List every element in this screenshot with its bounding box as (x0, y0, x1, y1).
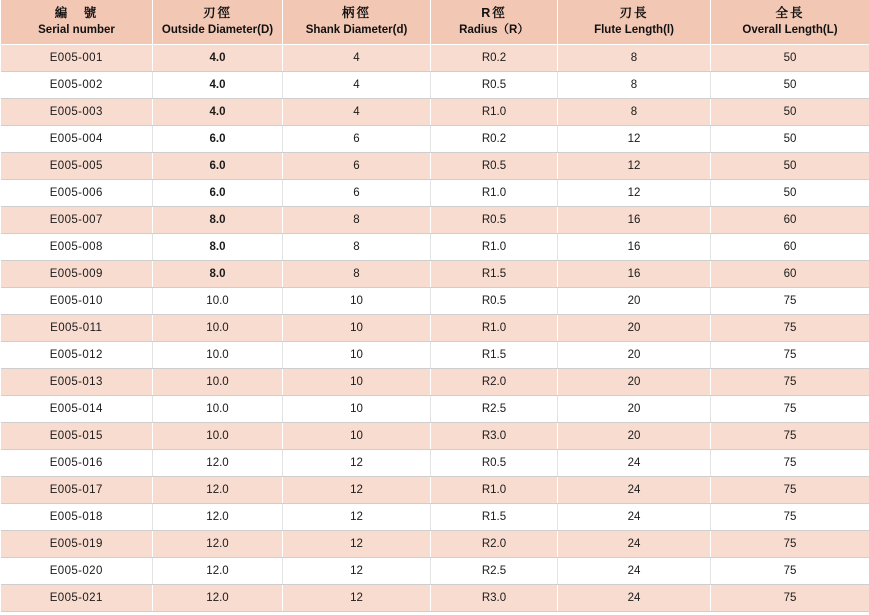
cell-serial-number: E005-007 (1, 207, 153, 234)
cell-serial-number: E005-011 (1, 315, 153, 342)
column-header-serial-number-en: Serial number (38, 23, 115, 36)
column-header-serial-number (1, 0, 153, 45)
cell-shank-diameter: 10 (283, 315, 431, 342)
cell-overall-length: 50 (711, 180, 869, 207)
cell-flute-length: 20 (558, 288, 711, 315)
column-header-shank-diameter-cn: 柄徑 (341, 6, 371, 20)
cell-radius: R1.0 (431, 234, 558, 261)
cell-outside-diameter: 6.0 (153, 180, 283, 207)
cell-overall-length: 75 (711, 585, 869, 612)
cell-overall-length: 75 (711, 315, 869, 342)
cell-flute-length: 24 (558, 504, 711, 531)
cell-flute-length: 20 (558, 369, 711, 396)
cell-outside-diameter: 12.0 (153, 450, 283, 477)
cell-serial-number: E005-002 (1, 72, 153, 99)
table-row (1, 531, 869, 558)
cell-overall-length: 60 (711, 234, 869, 261)
table-row (1, 261, 869, 288)
cell-outside-diameter: 12.0 (153, 504, 283, 531)
cell-flute-length: 24 (558, 585, 711, 612)
cell-radius: R2.5 (431, 558, 558, 585)
cell-serial-number: E005-017 (1, 477, 153, 504)
cell-shank-diameter: 6 (283, 180, 431, 207)
cell-overall-length: 50 (711, 72, 869, 99)
cell-flute-length: 20 (558, 423, 711, 450)
table-row (1, 153, 869, 180)
cell-serial-number: E005-014 (1, 396, 153, 423)
cell-serial-number: E005-013 (1, 369, 153, 396)
cell-radius: R2.0 (431, 531, 558, 558)
cell-overall-length: 75 (711, 477, 869, 504)
cell-radius: R2.5 (431, 396, 558, 423)
table-row (1, 585, 869, 612)
table-row (1, 342, 869, 369)
cell-flute-length: 12 (558, 180, 711, 207)
cell-shank-diameter: 10 (283, 423, 431, 450)
table-row (1, 180, 869, 207)
cell-radius: R3.0 (431, 423, 558, 450)
table-row (1, 450, 869, 477)
cell-outside-diameter: 10.0 (153, 369, 283, 396)
cell-flute-length: 24 (558, 558, 711, 585)
cell-flute-length: 12 (558, 153, 711, 180)
cell-outside-diameter: 12.0 (153, 585, 283, 612)
cell-overall-length: 75 (711, 558, 869, 585)
cell-outside-diameter: 8.0 (153, 234, 283, 261)
cell-radius: R0.5 (431, 207, 558, 234)
cell-outside-diameter: 10.0 (153, 342, 283, 369)
table-body (1, 45, 869, 612)
cell-radius: R2.0 (431, 369, 558, 396)
cell-serial-number: E005-019 (1, 531, 153, 558)
cell-serial-number: E005-003 (1, 99, 153, 126)
cell-flute-length: 16 (558, 234, 711, 261)
cell-serial-number: E005-010 (1, 288, 153, 315)
cell-radius: R1.0 (431, 99, 558, 126)
cell-serial-number: E005-012 (1, 342, 153, 369)
cell-radius: R0.5 (431, 153, 558, 180)
cell-flute-length: 16 (558, 207, 711, 234)
cell-serial-number: E005-015 (1, 423, 153, 450)
cell-shank-diameter: 6 (283, 153, 431, 180)
cell-radius: R0.2 (431, 45, 558, 72)
cell-flute-length: 24 (558, 531, 711, 558)
cell-outside-diameter: 4.0 (153, 45, 283, 72)
cell-serial-number: E005-009 (1, 261, 153, 288)
table-header-row (1, 0, 869, 45)
table-header (1, 0, 869, 45)
cell-overall-length: 50 (711, 153, 869, 180)
cell-outside-diameter: 6.0 (153, 153, 283, 180)
cell-flute-length: 8 (558, 99, 711, 126)
cell-outside-diameter: 10.0 (153, 288, 283, 315)
cell-shank-diameter: 10 (283, 396, 431, 423)
cell-serial-number: E005-004 (1, 126, 153, 153)
cell-outside-diameter: 12.0 (153, 477, 283, 504)
table-row (1, 234, 869, 261)
column-header-radius-en: Radius（R） (459, 23, 529, 36)
cell-overall-length: 75 (711, 342, 869, 369)
cell-shank-diameter: 8 (283, 234, 431, 261)
cell-outside-diameter: 10.0 (153, 315, 283, 342)
column-header-overall-length-cn: 全長 (775, 6, 805, 20)
cell-serial-number: E005-016 (1, 450, 153, 477)
cell-serial-number: E005-020 (1, 558, 153, 585)
cell-overall-length: 75 (711, 504, 869, 531)
table-row (1, 423, 869, 450)
table-row (1, 207, 869, 234)
cell-outside-diameter: 8.0 (153, 207, 283, 234)
cell-shank-diameter: 12 (283, 558, 431, 585)
cell-serial-number: E005-006 (1, 180, 153, 207)
table-row (1, 477, 869, 504)
cell-radius: R1.5 (431, 261, 558, 288)
column-header-outside-diameter (153, 0, 283, 45)
table-row (1, 315, 869, 342)
cell-overall-length: 75 (711, 423, 869, 450)
cell-flute-length: 12 (558, 126, 711, 153)
column-header-flute-length (558, 0, 711, 45)
cell-radius: R0.5 (431, 450, 558, 477)
cell-flute-length: 24 (558, 450, 711, 477)
column-header-outside-diameter-cn: 刃徑 (202, 6, 232, 20)
table-row (1, 288, 869, 315)
column-header-outside-diameter-en: Outside Diameter(D) (161, 23, 274, 36)
cell-overall-length: 75 (711, 531, 869, 558)
cell-overall-length: 75 (711, 450, 869, 477)
table-row (1, 126, 869, 153)
cell-flute-length: 16 (558, 261, 711, 288)
cell-shank-diameter: 4 (283, 45, 431, 72)
cell-shank-diameter: 4 (283, 99, 431, 126)
cell-outside-diameter: 8.0 (153, 261, 283, 288)
cell-shank-diameter: 12 (283, 504, 431, 531)
cell-overall-length: 75 (711, 288, 869, 315)
cell-radius: R1.5 (431, 504, 558, 531)
cell-overall-length: 75 (711, 369, 869, 396)
table-row (1, 558, 869, 585)
column-header-flute-length-en: Flute Length(l) (594, 23, 674, 36)
cell-serial-number: E005-018 (1, 504, 153, 531)
cell-radius: R1.0 (431, 477, 558, 504)
cell-overall-length: 50 (711, 45, 869, 72)
cell-outside-diameter: 12.0 (153, 558, 283, 585)
cell-outside-diameter: 6.0 (153, 126, 283, 153)
cell-outside-diameter: 10.0 (153, 423, 283, 450)
cell-serial-number: E005-008 (1, 234, 153, 261)
cell-flute-length: 20 (558, 396, 711, 423)
cell-serial-number: E005-005 (1, 153, 153, 180)
cell-radius: R1.0 (431, 315, 558, 342)
cell-shank-diameter: 12 (283, 531, 431, 558)
cell-overall-length: 60 (711, 207, 869, 234)
cell-overall-length: 60 (711, 261, 869, 288)
cell-radius: R1.5 (431, 342, 558, 369)
cell-outside-diameter: 12.0 (153, 531, 283, 558)
column-header-overall-length (711, 0, 869, 45)
column-header-radius (431, 0, 558, 45)
cell-flute-length: 20 (558, 315, 711, 342)
cell-flute-length: 20 (558, 342, 711, 369)
column-header-shank-diameter (283, 0, 431, 45)
cell-shank-diameter: 12 (283, 450, 431, 477)
cell-shank-diameter: 12 (283, 477, 431, 504)
table-row (1, 45, 869, 72)
cell-overall-length: 50 (711, 99, 869, 126)
cell-shank-diameter: 8 (283, 261, 431, 288)
cell-flute-length: 8 (558, 72, 711, 99)
cell-serial-number: E005-001 (1, 45, 153, 72)
cell-flute-length: 8 (558, 45, 711, 72)
cell-shank-diameter: 10 (283, 288, 431, 315)
cell-shank-diameter: 6 (283, 126, 431, 153)
table-row (1, 504, 869, 531)
column-header-radius-cn: R徑 (481, 6, 507, 20)
cell-radius: R0.5 (431, 288, 558, 315)
cell-serial-number: E005-021 (1, 585, 153, 612)
cell-flute-length: 24 (558, 477, 711, 504)
cell-outside-diameter: 4.0 (153, 72, 283, 99)
column-header-overall-length-en: Overall Length(L) (742, 23, 838, 36)
table-row (1, 72, 869, 99)
cell-outside-diameter: 4.0 (153, 99, 283, 126)
cell-radius: R3.0 (431, 585, 558, 612)
cell-shank-diameter: 8 (283, 207, 431, 234)
cell-outside-diameter: 10.0 (153, 396, 283, 423)
table-row (1, 369, 869, 396)
column-header-serial-number-cn: 編 號 (54, 6, 99, 20)
cell-radius: R1.0 (431, 180, 558, 207)
cell-shank-diameter: 4 (283, 72, 431, 99)
column-header-flute-length-cn: 刃長 (619, 6, 649, 20)
table-row (1, 396, 869, 423)
column-header-shank-diameter-en: Shank Diameter(d) (305, 23, 408, 36)
cell-shank-diameter: 10 (283, 369, 431, 396)
cell-radius: R0.5 (431, 72, 558, 99)
cell-radius: R0.2 (431, 126, 558, 153)
cell-shank-diameter: 10 (283, 342, 431, 369)
cell-overall-length: 75 (711, 396, 869, 423)
cell-overall-length: 50 (711, 126, 869, 153)
cell-shank-diameter: 12 (283, 585, 431, 612)
table-row (1, 99, 869, 126)
